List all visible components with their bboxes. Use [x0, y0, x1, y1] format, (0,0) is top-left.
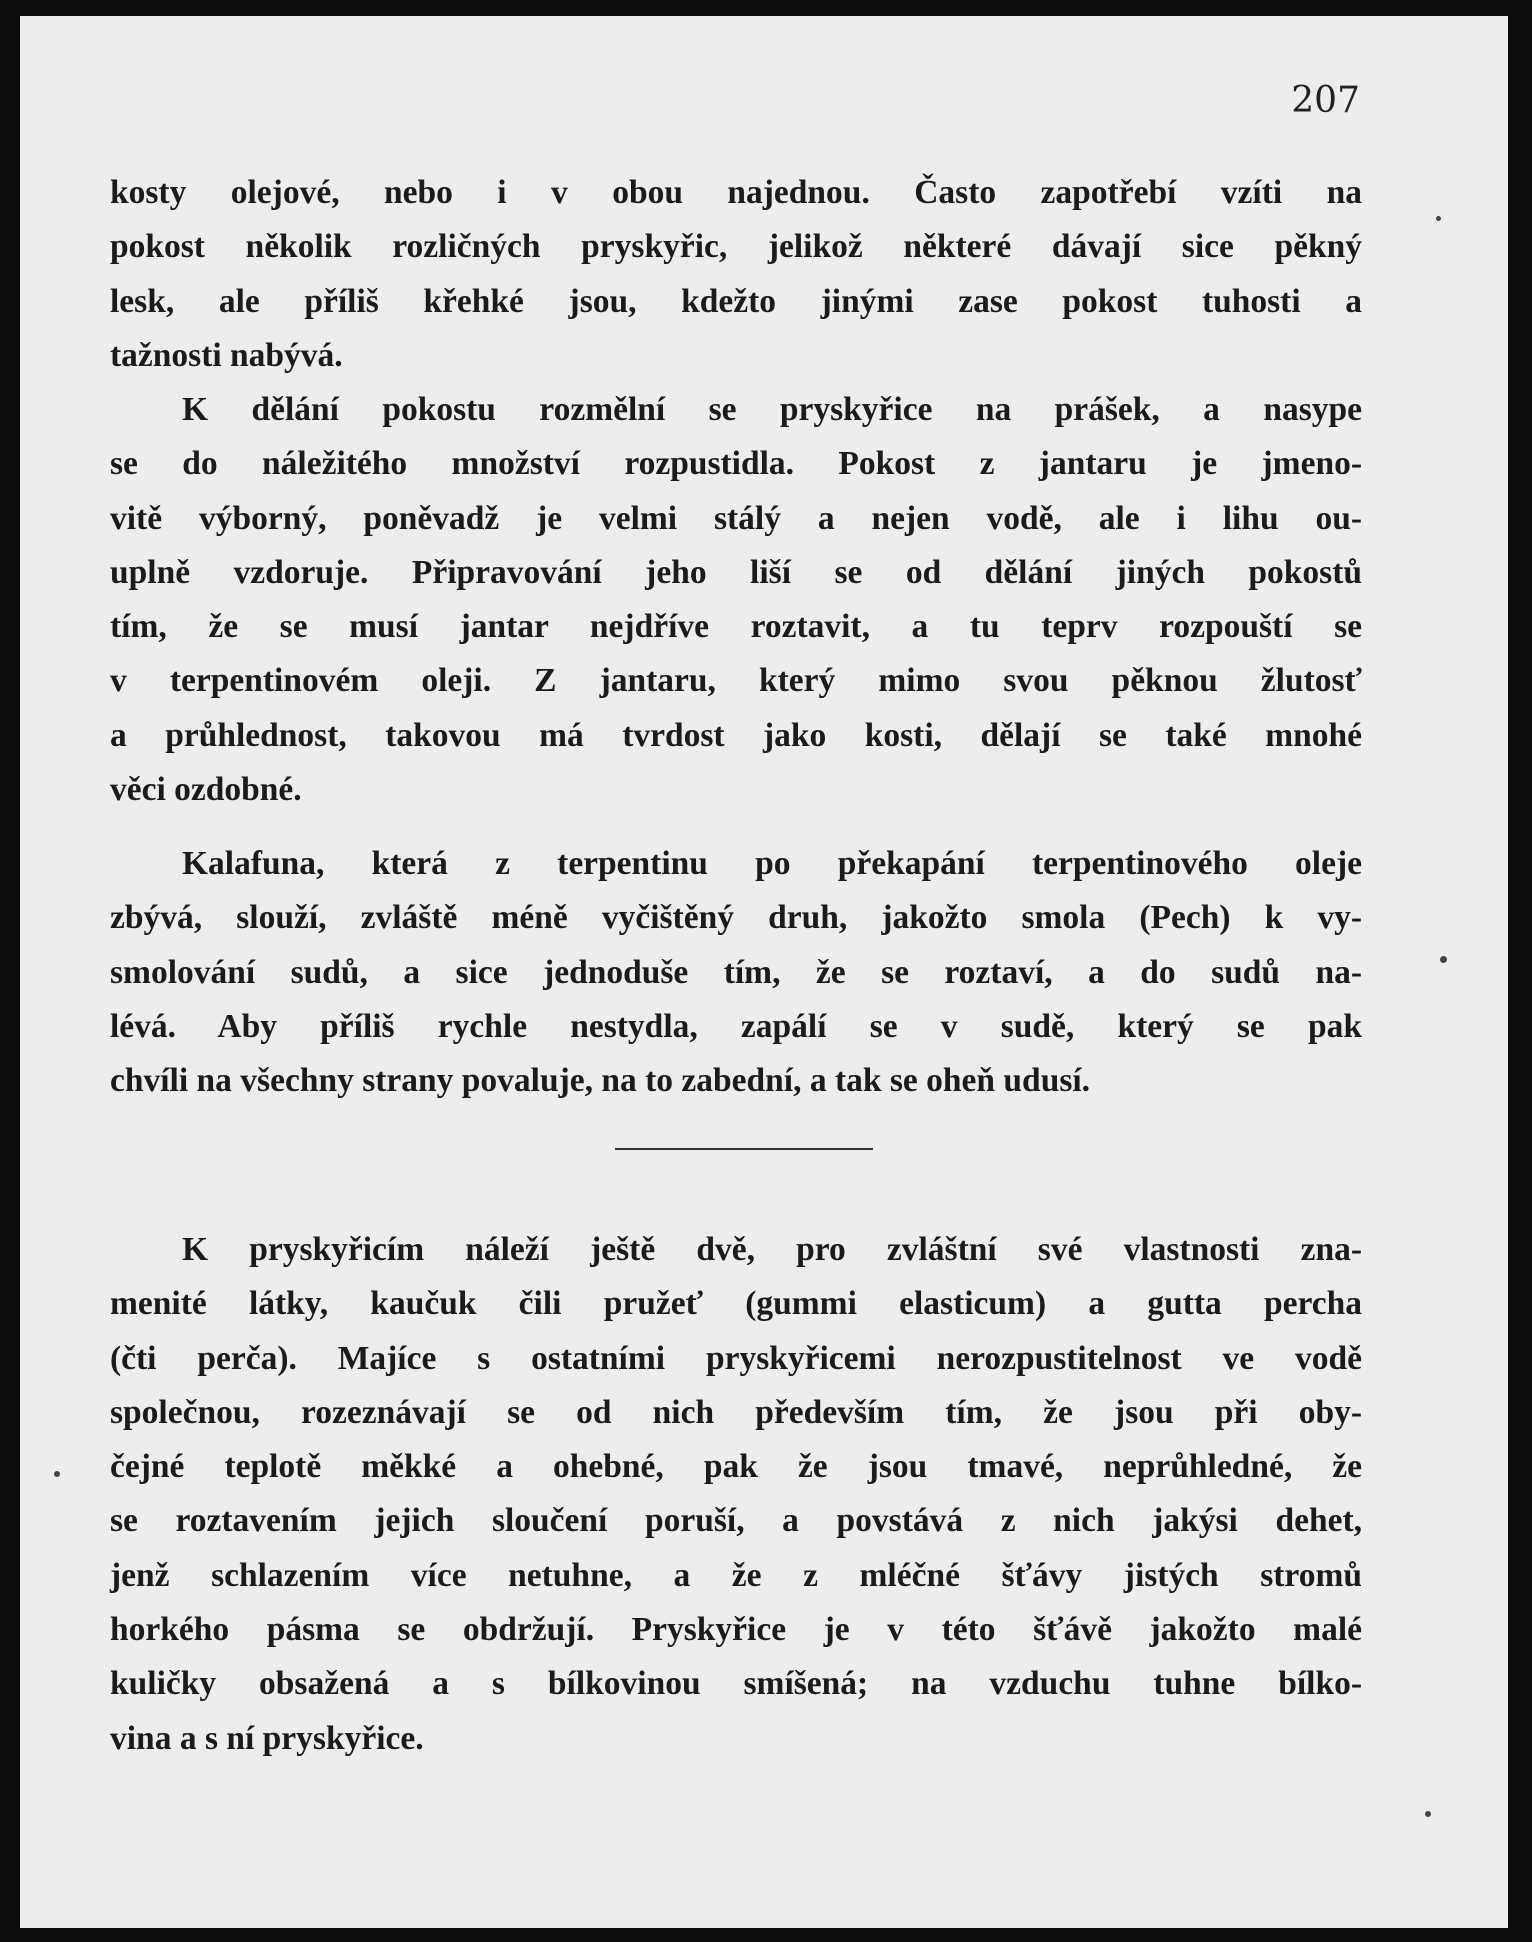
text-line: jenž schlazením více netuhne, a že z mléčné šťávy jistých stromů [110, 1556, 1362, 1594]
text-line: v terpentinovém oleji. Z jantaru, který mimo svou pěknou žlutosť [110, 662, 1362, 700]
text-line: čejné teplotě měkké a ohebné, pak že jsou tmavé, neprůhledné, že [110, 1448, 1362, 1486]
text-line: K pryskyřicím náleží ještě dvě, pro zvláštní své vlastnosti zna- [182, 1231, 1362, 1268]
page-number: 207 [1291, 80, 1360, 121]
text-line: K dělání pokostu rozmělní se pryskyřice na prášek, a nasype [182, 391, 1362, 428]
text-line: horkého pásma se obdržují. Pryskyřice je v této šťávě jakožto malé [110, 1611, 1362, 1649]
text-line: menité látky, kaučuk čili pružeť (gummi elasticum) a gutta percha [110, 1285, 1362, 1323]
text-line: uplně vzdoruje. Připravování jeho liší se od dělání jiných pokostů [110, 553, 1362, 591]
text-line: lévá. Aby příliš rychle nestydla, zapálí se v sudě, který se pak [110, 1007, 1362, 1045]
text-line: tím, že se musí jantar nejdříve roztavit, a tu teprv rozpouští se [110, 608, 1362, 646]
text-line: a průhlednost, takovou má tvrdost jako kosti, dělají se také mnohé [110, 716, 1362, 754]
text-line: věci ozdobné. [110, 771, 302, 809]
document-page [20, 16, 1508, 1928]
text-line: kosty olejové, nebo i v obou najednou. Často zapotřebí vzíti na [110, 174, 1362, 211]
text-line: vina a s ní pryskyřice. [110, 1719, 424, 1757]
text-line: (čti perča). Majíce s ostatními pryskyřicemi nerozpustitelnost ve vodě [110, 1339, 1362, 1377]
text-line: chvíli na všechny strany povaluje, na to zabední, a tak se oheň udusí. [110, 1062, 1091, 1100]
paragraph-2 [110, 383, 1362, 817]
scan-speck [1436, 216, 1441, 221]
text-line: pokost několik rozličných pryskyřic, jelikož některé dávají sice pěkný [110, 228, 1362, 266]
scan-speck [54, 1471, 60, 1477]
text-line: se do náležitého množství rozpustidla. Pokost z jantaru je jmeno- [110, 445, 1362, 483]
text-line: kuličky obsažená a s bílkovinou smíšená; na vzduchu tuhne bílko- [110, 1665, 1362, 1703]
paragraph-3 [110, 837, 1362, 1108]
text-line: zbývá, slouží, zvláště méně vyčištěný druh, jakožto smola (Pech) k vy- [110, 899, 1362, 937]
scan-speck [1425, 1811, 1431, 1817]
paragraph-4 [110, 1223, 1362, 1766]
section-divider [615, 1148, 873, 1150]
text-line: vitě výborný, poněvadž je velmi stálý a nejen vodě, ale i lihu ou- [110, 499, 1362, 537]
scan-speck [1440, 956, 1447, 963]
text-line: lesk, ale příliš křehké jsou, kdežto jinými zase pokost tuhosti a [110, 282, 1362, 320]
text-line: Kalafuna, která z terpentinu po překapání terpentinového oleje [182, 845, 1362, 882]
text-line: tažnosti nabývá. [110, 336, 343, 374]
text-line: společnou, rozeznávají se od nich především tím, že jsou při oby- [110, 1393, 1362, 1431]
text-line: se roztavením jejich sloučení poruší, a povstává z nich jakýsi dehet, [110, 1502, 1362, 1540]
text-line: smolování sudů, a sice jednoduše tím, že se roztaví, a do sudů na- [110, 953, 1362, 991]
paragraph-1 [110, 166, 1362, 383]
